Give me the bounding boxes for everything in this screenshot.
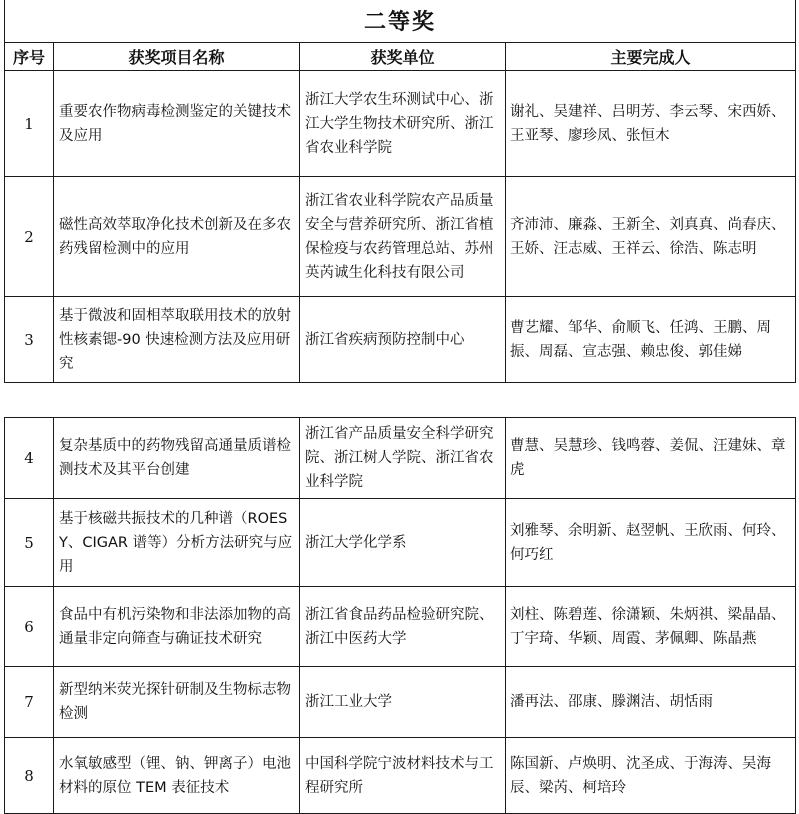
page-break-gap (0, 384, 799, 418)
main-contributors: 曹慧、吴慧珍、钱鸣蓉、姜侃、汪建妹、章虎 (506, 418, 796, 499)
table-row (5, 738, 796, 814)
main-contributors: 刘柱、陈碧莲、徐潇颖、朱炳祺、梁晶晶、丁宇琦、华颖、周霞、茅佩卿、陈晶燕 (506, 587, 796, 667)
row-number: 6 (5, 587, 54, 667)
award-unit: 浙江工业大学 (300, 667, 506, 738)
title-row (5, 0, 796, 43)
main-contributors: 谢礼、吴建祥、吕明芳、李云琴、宋西娇、王亚琴、廖珍凤、张恒木 (506, 71, 796, 177)
table-title: 二等奖 (5, 0, 796, 43)
award-unit: 浙江省农业科学院农产品质量安全与营养研究所、浙江省植保检疫与农药管理总站、苏州英芮诚生化科技有限公司 (300, 177, 506, 297)
table-row (5, 499, 796, 587)
main-contributors: 曹艺耀、邹华、俞顺飞、任鸿、王鹏、周振、周磊、宣志强、赖忠俊、郭佳娣 (506, 297, 796, 383)
project-name: 食品中有机污染物和非法添加物的高通量非定向筛查与确证技术研究 (54, 587, 300, 667)
project-name: 重要农作物病毒检测鉴定的关键技术及应用 (54, 71, 300, 177)
award-unit: 浙江省疾病预防控制中心 (300, 297, 506, 383)
project-name: 磁性高效萃取净化技术创新及在多农药残留检测中的应用 (54, 177, 300, 297)
row-number: 5 (5, 499, 54, 587)
row-number: 8 (5, 738, 54, 814)
project-name: 基于核磁共振技术的几种谱（ROESY、CIGAR 谱等）分析方法研究与应用 (54, 499, 300, 587)
table-row (5, 587, 796, 667)
main-contributors: 陈国新、卢焕明、沈圣成、于海涛、吴海辰、梁芮、柯培玲 (506, 738, 796, 814)
main-contributors: 潘再法、邵康、滕渊洁、胡恬雨 (506, 667, 796, 738)
project-name: 新型纳米荧光探针研制及生物标志物检测 (54, 667, 300, 738)
main-contributors: 刘雅琴、余明新、赵翌帆、王欣雨、何玲、何巧红 (506, 499, 796, 587)
table-row (5, 418, 796, 499)
project-name: 复杂基质中的药物残留高通量质谱检测技术及其平台创建 (54, 418, 300, 499)
header-unit: 获奖单位 (300, 43, 506, 71)
table-row (5, 71, 796, 177)
header-people: 主要完成人 (506, 43, 796, 71)
row-number: 2 (5, 177, 54, 297)
award-unit: 浙江大学农生环测试中心、浙江大学生物技术研究所、浙江省农业科学院 (300, 71, 506, 177)
award-unit: 浙江省产品质量安全科学研究院、浙江树人学院、浙江省农业科学院 (300, 418, 506, 499)
header-project: 获奖项目名称 (54, 43, 300, 71)
row-number: 4 (5, 418, 54, 499)
award-table-part-1 (4, 0, 796, 383)
row-number: 7 (5, 667, 54, 738)
row-number: 3 (5, 297, 54, 383)
table-row (5, 667, 796, 738)
table-row (5, 177, 796, 297)
award-table-part-2 (4, 417, 796, 814)
award-unit: 浙江省食品药品检验研究院、浙江中医药大学 (300, 587, 506, 667)
award-unit: 中国科学院宁波材料技术与工程研究所 (300, 738, 506, 814)
table-row (5, 297, 796, 383)
row-number: 1 (5, 71, 54, 177)
award-unit: 浙江大学化学系 (300, 499, 506, 587)
main-contributors: 齐沛沛、廉淼、王新全、刘真真、尚春庆、王娇、汪志威、王祥云、徐浩、陈志明 (506, 177, 796, 297)
project-name: 基于微波和固相萃取联用技术的放射性核素锶-90 快速检测方法及应用研究 (54, 297, 300, 383)
header-row (5, 43, 796, 71)
header-no: 序号 (5, 43, 54, 71)
project-name: 水氧敏感型（锂、钠、钾离子）电池材料的原位 TEM 表征技术 (54, 738, 300, 814)
